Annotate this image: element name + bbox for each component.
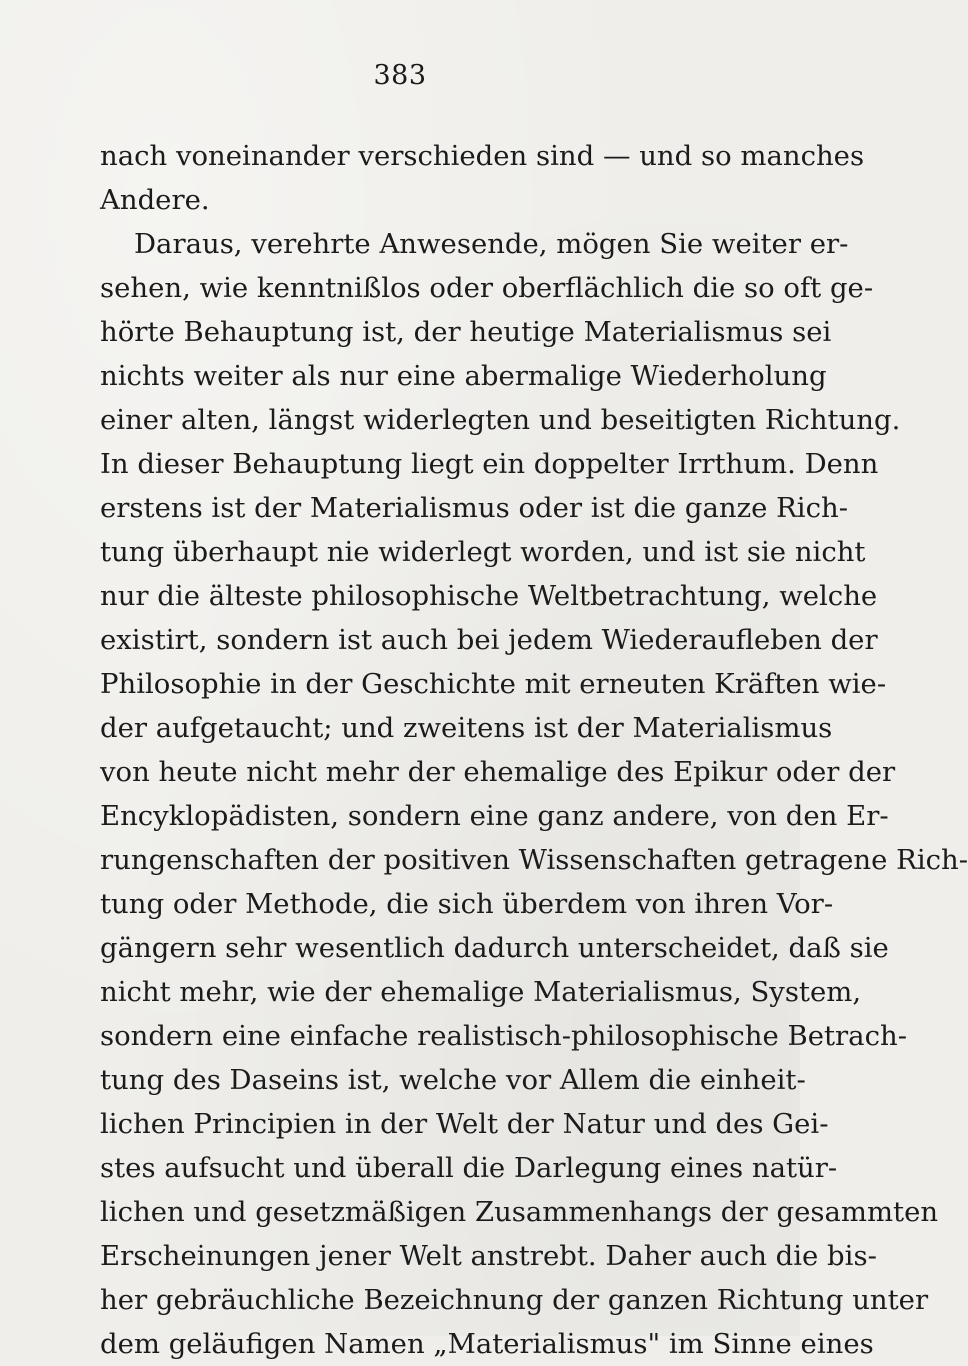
text-line: tung oder Methode, die sich überdem von ihren Vor- — [100, 888, 834, 920]
text-line: nur die älteste philosophische Weltbetrachtung, welche — [100, 580, 878, 612]
text-line: dem geläufigen Namen „Materialismus" im Sinne eines — [100, 1328, 874, 1360]
text-line: einer alten, längst widerlegten und beseitigten Richtung. — [100, 404, 901, 436]
text-line: Erscheinungen jener Welt anstrebt. Daher auch die bis- — [100, 1240, 877, 1272]
text-line: nicht mehr, wie der ehemalige Materialismus, System, — [100, 976, 862, 1008]
text-line: lichen und gesetzmäßigen Zusammenhangs der gesammten — [100, 1196, 939, 1228]
text-line: stes aufsucht und überall die Darlegung eines natür- — [100, 1152, 838, 1184]
text-line: gängern sehr wesentlich dadurch unterscheidet, daß sie — [100, 932, 889, 964]
page-number: 383 — [373, 60, 427, 91]
text-line: Andere. — [100, 184, 210, 216]
paragraph-2 — [100, 222, 968, 1366]
text-line: Encyklopädisten, sondern eine ganz andere, von den Er- — [100, 800, 889, 832]
text-line: rungenschaften der positiven Wissenschaften getragene Rich- — [100, 844, 968, 876]
text-line: tung des Daseins ist, welche vor Allem die einheit- — [100, 1064, 806, 1096]
text-line: erstens ist der Materialismus oder ist die ganze Rich- — [100, 492, 849, 524]
paragraph-1 — [100, 134, 865, 222]
text-line: Daraus, verehrte Anwesende, mögen Sie weiter er- — [134, 228, 849, 260]
text-line: sehen, wie kenntnißlos oder oberflächlich die so oft ge- — [100, 272, 874, 304]
text-line: nichts weiter als nur eine abermalige Wiederholung — [100, 360, 827, 392]
text-line: hörte Behauptung ist, der heutige Materialismus sei — [100, 316, 832, 348]
body-text — [100, 134, 968, 1366]
text-line: von heute nicht mehr der ehemalige des Epikur oder der — [100, 756, 896, 788]
text-line: In dieser Behauptung liegt ein doppelter Irrthum. Denn — [100, 448, 879, 480]
text-line: her gebräuchliche Bezeichnung der ganzen Richtung unter — [100, 1284, 929, 1316]
text-line: Philosophie in der Geschichte mit erneuten Kräften wie- — [100, 668, 887, 700]
text-line: nach voneinander verschieden sind — und so manches — [100, 140, 865, 172]
text-line: existirt, sondern ist auch bei jedem Wiederaufleben der — [100, 624, 878, 656]
text-line: tung überhaupt nie widerlegt worden, und ist sie nicht — [100, 536, 866, 568]
text-line: lichen Principien in der Welt der Natur und des Gei- — [100, 1108, 829, 1140]
text-line: der aufgetaucht; und zweitens ist der Materialismus — [100, 712, 833, 744]
text-line: sondern eine einfache realistisch-philosophische Betrach- — [100, 1020, 907, 1052]
